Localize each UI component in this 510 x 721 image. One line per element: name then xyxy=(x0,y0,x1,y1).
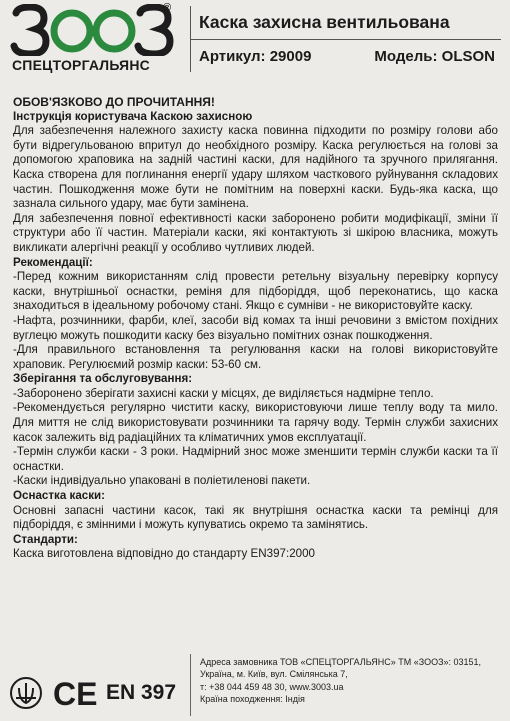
parts-heading: Оснастка каски: xyxy=(13,489,106,503)
address-line: т: +38 044 459 48 30, www.3003.ua xyxy=(200,681,344,692)
ce-mark-icon xyxy=(52,676,100,710)
heading-main: ОБОВ'ЯЗКОВО ДО ПРОЧИТАННЯ! xyxy=(13,95,215,109)
intro-paragraph: Для забезпечення належного захисту каска повинна підходити по розміру голови або бути відрегульованою впритул до необхідного розміру. Каска регулюється на голові за допомогою храповика на задній частині каски, для надійного та зручного прилягання. Каска створена для поглинання енергії удару шляхом часткового руйнування складових частин. Пошкодження може бути не помітним на поверхні каски. Будь-яка каска, що зазнала сильного удару, має бути замінена. xyxy=(13,124,498,211)
header xyxy=(0,0,510,78)
page-title: Каска захисна вентильована xyxy=(199,12,450,32)
storage-heading: Зберігання та обслуговування: xyxy=(13,372,193,386)
standards-text: Каска виготовлена відповідно до стандарту EN397:2000 xyxy=(13,547,315,561)
standards-heading: Стандарти: xyxy=(13,532,78,546)
registered-mark: ® xyxy=(163,2,172,14)
manufacturer-address xyxy=(200,656,505,705)
certification-trident-icon xyxy=(8,676,44,710)
recommendations-heading: Рекомендації: xyxy=(13,255,93,269)
title-block xyxy=(190,6,501,72)
model-name: Модель: OLSON xyxy=(374,48,495,65)
recommendation-item: -Для правильного встановлення та регулювання каски на голові використовуйте храповик. Регулюємий розмір каски: 53-60 см. xyxy=(13,343,498,371)
recommendation-item: -Нафта, розчинники, фарби, клеї, засоби від комах та інші речовини з вмістом похідних вуглецю можуть пошкодити каску без візуально помітних ознак пошкодження. xyxy=(13,313,498,342)
storage-item: -Рекомендується регулярно чистити каску, використовуючи лише теплу воду та мило. Для миття не слід використовувати розчинники та гарячу воду. Термін служби захисних касок залежить від радіаційних та кліматичних умов експлуатації. xyxy=(13,401,498,444)
brand-logo xyxy=(10,4,175,56)
storage-item: -Термін служби каски - 3 роки. Надмірний знос може зменшити термін служби каски та її оснастки. xyxy=(13,445,498,473)
brand-subtitle: СПЕЦТОРГАЛЬЯНС xyxy=(12,57,150,73)
address-line: Україна, м. Київ, вул. Смілянська 7, xyxy=(200,669,348,680)
address-line: Країна походження: Індія xyxy=(200,693,305,704)
parts-text: Основні запасні частини касок, такі як внутрішня оснастка каски та ремінці для підборіддя, є змінними і можуть купуватись окремо та замінятись. xyxy=(13,503,498,532)
address-line: Адреса замовника ТОВ «СПЕЦТОРГАЛЬЯНС» ТМ «ЗООЗ»: 03151, xyxy=(200,657,482,667)
storage-item: -Заборонено зберігати захисні каски у місцях, де виділяється надмірне тепло. xyxy=(13,386,434,400)
storage-item: -Каски індивідуально упаковані в поліетиленові пакети. xyxy=(13,474,311,488)
standard-mark: EN 397 xyxy=(106,681,177,704)
footer-divider xyxy=(190,654,191,716)
ce-mark-text: CE xyxy=(53,676,98,710)
recommendation-item: -Перед кожним використанням слід провести ретельну візуальну перевірку корпусу каски, внутрішньої оснастки, реміня для підборіддя, щоб переконатись, що каска знаходиться в ідеальному робочому стані. Якщо є сумніви - не використовуйте каску. xyxy=(13,270,498,313)
title-divider xyxy=(191,39,501,40)
footer xyxy=(0,648,510,721)
instructions-body xyxy=(13,95,498,562)
intro-paragraph: Для забезпечення повної ефективності каски заборонено робити модифікації, зміни її структури або її частин. Матеріали каски, які контактують зі шкірою власника, можуть викликати алергічні реакції у особливо чутливих людей. xyxy=(13,211,498,254)
heading-sub: Інструкція користувача Каскою захисною xyxy=(13,109,253,123)
article-number: Артикул: 29009 xyxy=(199,48,312,65)
